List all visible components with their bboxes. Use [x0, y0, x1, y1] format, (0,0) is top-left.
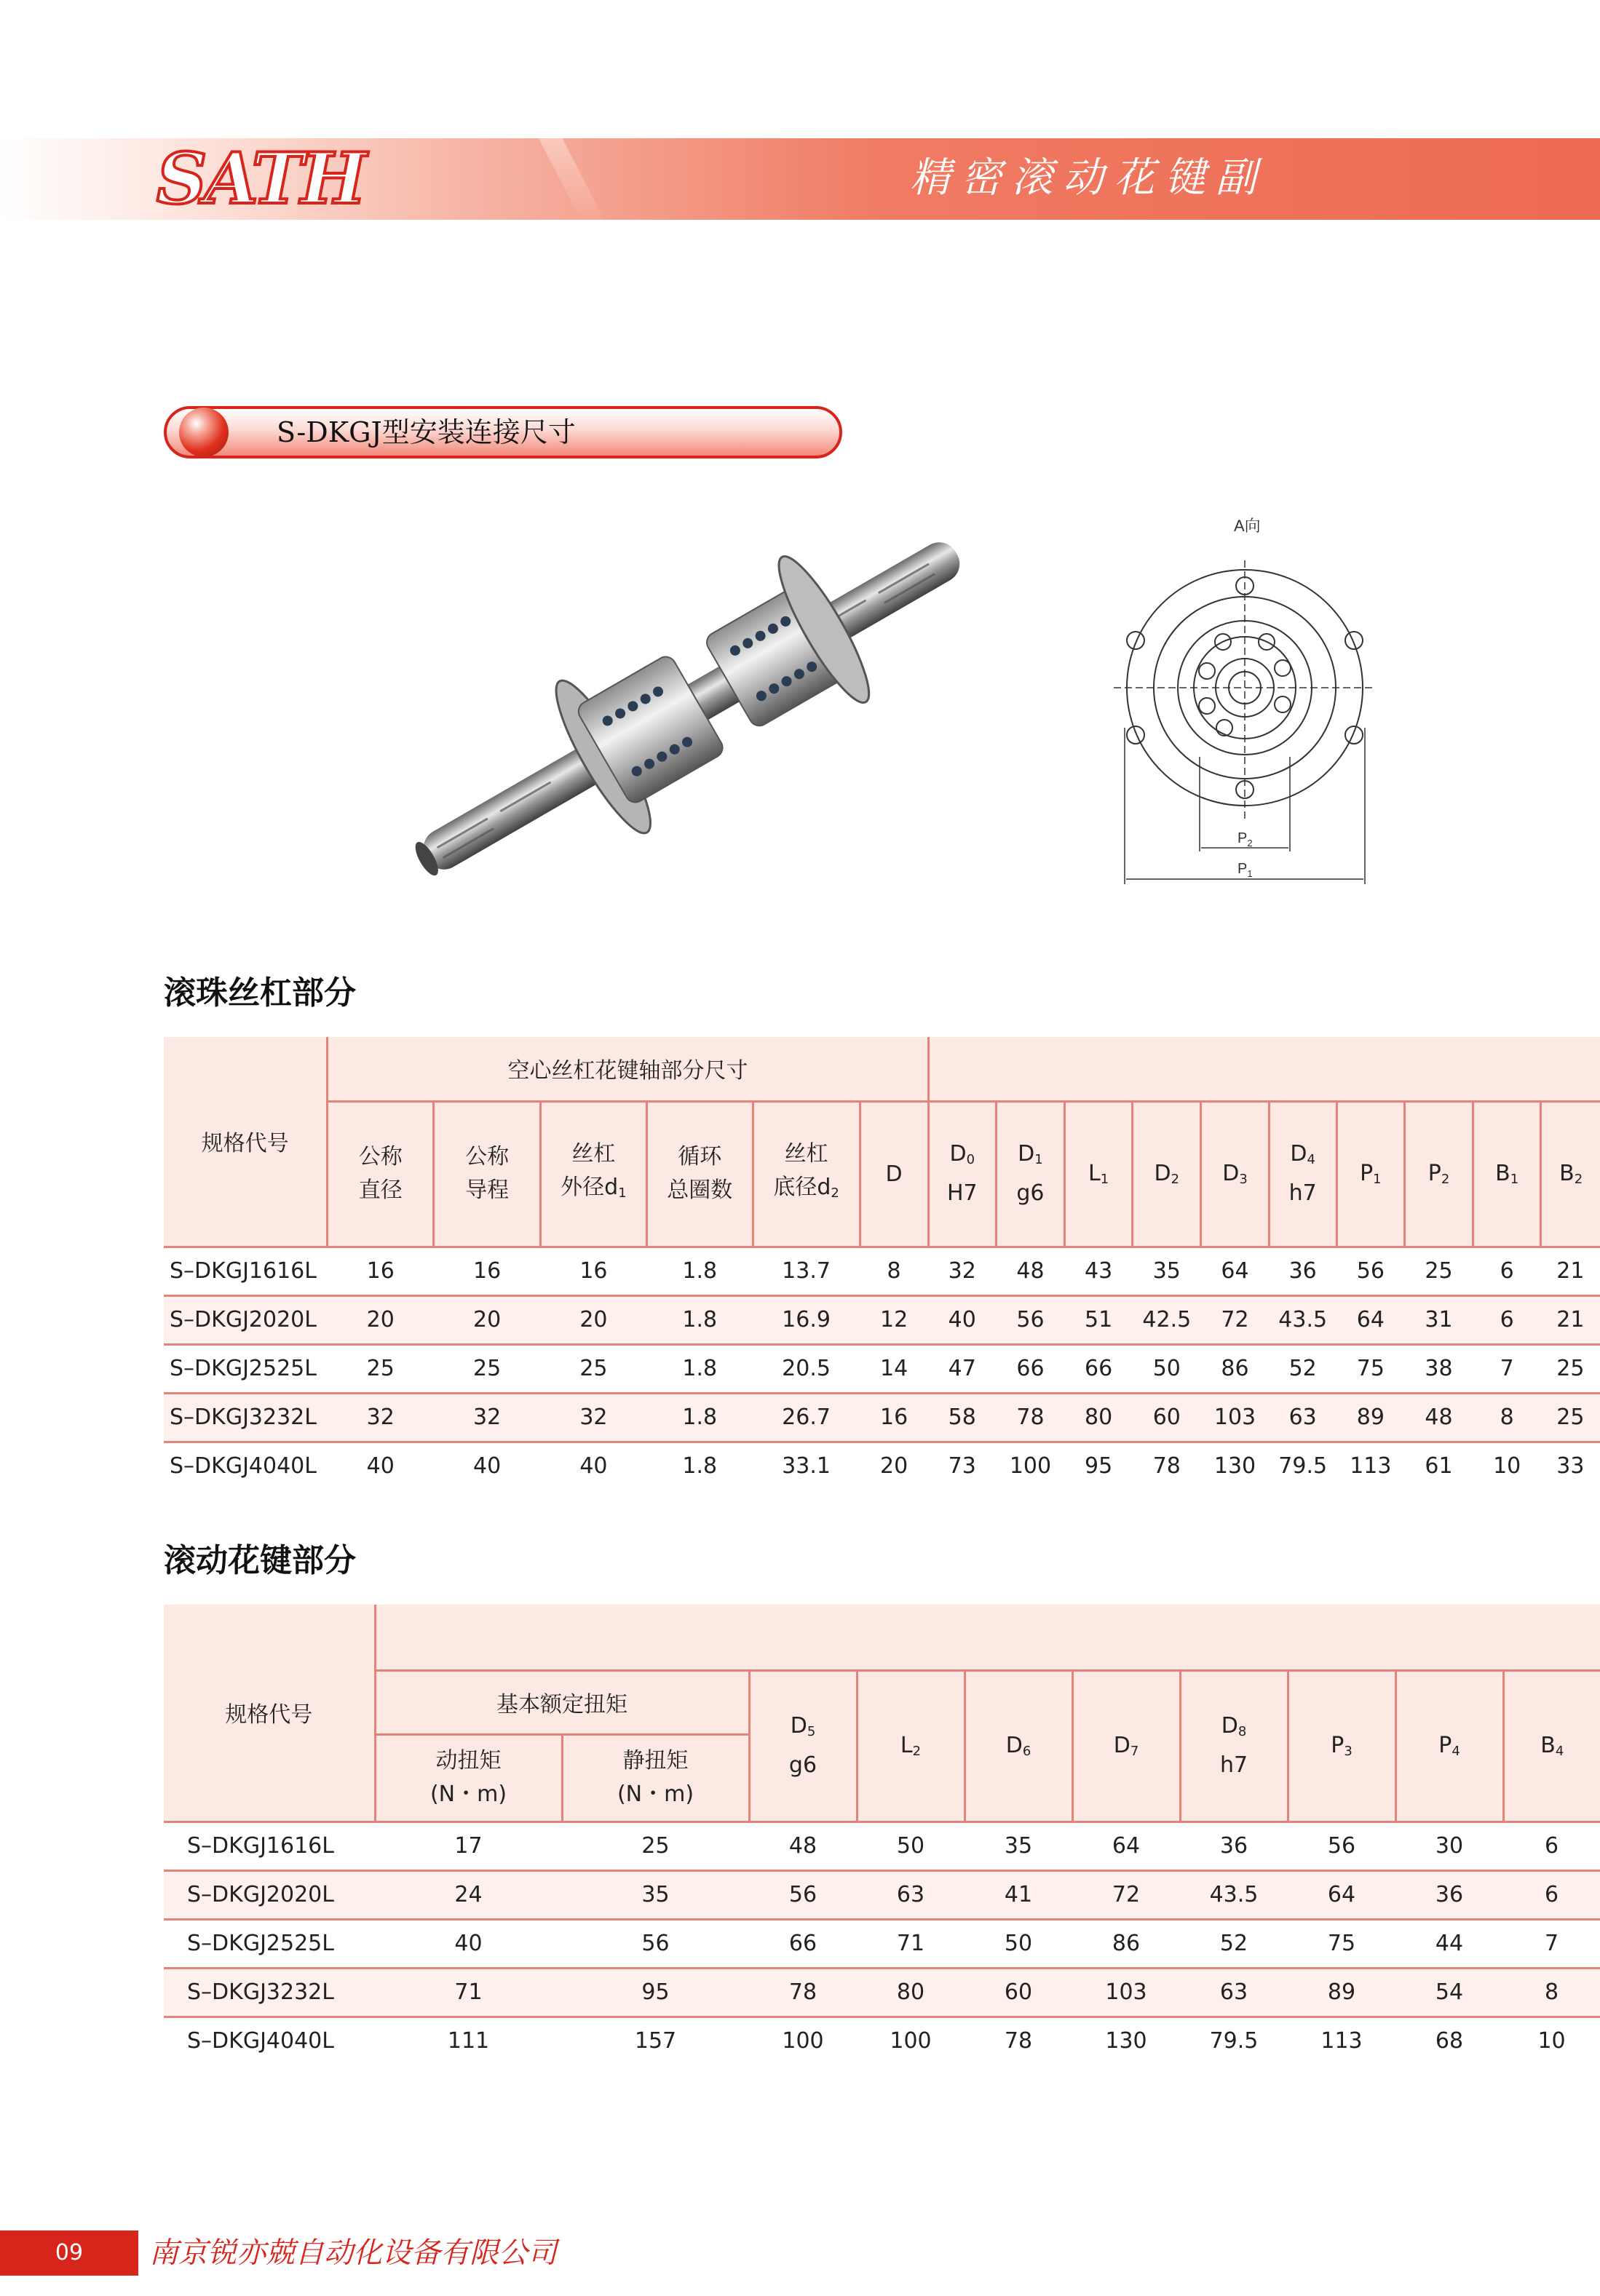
- value-cell: 10: [1503, 2017, 1600, 2065]
- value-cell: 7: [1473, 1344, 1541, 1393]
- value-cell: 16.9: [753, 1295, 860, 1344]
- value-cell: 64: [1336, 1295, 1404, 1344]
- value-cell: 75: [1336, 1344, 1404, 1393]
- value-cell: 44: [1395, 1919, 1503, 1968]
- value-cell: 52: [1269, 1344, 1336, 1393]
- brand-logo: SATH: [157, 138, 364, 220]
- value-cell: 40: [434, 1442, 541, 1490]
- value-cell: 10: [1473, 1442, 1541, 1490]
- value-cell: 8: [1503, 1968, 1600, 2017]
- spec-code-cell: S–DKGJ1616L: [164, 1247, 328, 1295]
- value-cell: 60: [1133, 1393, 1201, 1442]
- value-cell: 36: [1269, 1247, 1336, 1295]
- ballscrew-table: [164, 1037, 1600, 1490]
- col-d8: $D_8$ h7: [1180, 1670, 1288, 1822]
- section-title: S-DKGJ型安装连接尺寸: [277, 416, 576, 448]
- value-cell: 25: [1541, 1393, 1600, 1442]
- value-cell: 25: [328, 1344, 434, 1393]
- value-cell: 100: [857, 2017, 965, 2065]
- value-cell: 25: [1541, 1344, 1600, 1393]
- col-circuits: 循环 总圈数: [646, 1101, 753, 1247]
- value-cell: 64: [1072, 1822, 1180, 1870]
- value-cell: 24: [375, 1870, 562, 1919]
- p1-label: P: [1237, 861, 1248, 877]
- value-cell: 73: [928, 1442, 996, 1490]
- value-cell: 66: [749, 1919, 857, 1968]
- value-cell: 86: [1072, 1919, 1180, 1968]
- torque-header: 基本额定扭矩: [375, 1670, 749, 1734]
- value-cell: 16: [541, 1247, 647, 1295]
- value-cell: 20: [328, 1295, 434, 1344]
- value-cell: 8: [1473, 1393, 1541, 1442]
- value-cell: 20: [860, 1442, 928, 1490]
- value-cell: 95: [1065, 1442, 1133, 1490]
- flange-drawing-view-a: [1092, 509, 1398, 902]
- header-cell: [375, 1605, 1600, 1670]
- value-cell: 157: [562, 2017, 749, 2065]
- col-dynamic-torque: 动扭矩 (N・m): [375, 1734, 562, 1822]
- value-cell: 78: [965, 2017, 1072, 2065]
- value-cell: 33: [1541, 1442, 1600, 1490]
- col-d4: $D_4$ h7: [1269, 1101, 1336, 1247]
- value-cell: 36: [1180, 1822, 1288, 1870]
- p2-label: P: [1237, 830, 1248, 846]
- value-cell: 48: [1404, 1393, 1473, 1442]
- value-cell: 17: [375, 1822, 562, 1870]
- value-cell: 35: [965, 1822, 1072, 1870]
- spec-header: 规格代号: [164, 1605, 375, 1822]
- value-cell: 50: [857, 1822, 965, 1870]
- value-cell: 40: [328, 1442, 434, 1490]
- value-cell: 43: [1065, 1247, 1133, 1295]
- col-p2: $P_2$: [1404, 1101, 1473, 1247]
- value-cell: 35: [1133, 1247, 1201, 1295]
- value-cell: 43.5: [1269, 1295, 1336, 1344]
- value-cell: 100: [996, 1442, 1064, 1490]
- value-cell: 64: [1288, 1870, 1395, 1919]
- table-row: [164, 1344, 1600, 1393]
- spec-code-cell: S–DKGJ4040L: [164, 2017, 375, 2065]
- col-b1: $B_1$: [1473, 1101, 1541, 1247]
- value-cell: 56: [749, 1870, 857, 1919]
- value-cell: 12: [860, 1295, 928, 1344]
- value-cell: 80: [1065, 1393, 1133, 1442]
- value-cell: 51: [1065, 1295, 1133, 1344]
- value-cell: 50: [965, 1919, 1072, 1968]
- value-cell: 86: [1201, 1344, 1269, 1393]
- value-cell: 16: [860, 1393, 928, 1442]
- value-cell: 47: [928, 1344, 996, 1393]
- value-cell: 21: [1541, 1295, 1600, 1344]
- value-cell: 21: [1541, 1247, 1600, 1295]
- value-cell: 40: [541, 1442, 647, 1490]
- table-row: [164, 1442, 1600, 1490]
- value-cell: 130: [1201, 1442, 1269, 1490]
- value-cell: 14: [860, 1344, 928, 1393]
- value-cell: 63: [1180, 1968, 1288, 2017]
- spec-code-cell: S–DKGJ2525L: [164, 1919, 375, 1968]
- spline-heading: 滚动花键部分: [164, 1542, 356, 1579]
- col-nominal-dia: 公称 直径: [328, 1101, 434, 1247]
- value-cell: 32: [928, 1247, 996, 1295]
- value-cell: 60: [965, 1968, 1072, 2017]
- value-cell: 20: [434, 1295, 541, 1344]
- value-cell: 66: [1065, 1344, 1133, 1393]
- col-b2: $B_2$: [1541, 1101, 1600, 1247]
- value-cell: 31: [1404, 1295, 1473, 1344]
- value-cell: 1.8: [646, 1393, 753, 1442]
- value-cell: 1.8: [646, 1247, 753, 1295]
- value-cell: 56: [1288, 1822, 1395, 1870]
- company-name: 南京锐亦兢自动化设备有限公司: [149, 2236, 557, 2270]
- value-cell: 32: [434, 1393, 541, 1442]
- spec-header: 规格代号: [164, 1037, 328, 1247]
- col-d1: $D_1$ g6: [996, 1101, 1064, 1247]
- value-cell: 8: [860, 1247, 928, 1295]
- spec-code-cell: S–DKGJ2020L: [164, 1295, 328, 1344]
- value-cell: 80: [857, 1968, 965, 2017]
- table-row: [164, 1247, 1600, 1295]
- value-cell: 89: [1288, 1968, 1395, 2017]
- value-cell: 103: [1201, 1393, 1269, 1442]
- table-row: [164, 1295, 1600, 1344]
- spline-table: [164, 1605, 1600, 2065]
- value-cell: 6: [1473, 1295, 1541, 1344]
- view-label: A向: [1234, 517, 1261, 535]
- value-cell: 113: [1336, 1442, 1404, 1490]
- value-cell: 56: [562, 1919, 749, 1968]
- value-cell: 20: [541, 1295, 647, 1344]
- value-cell: 78: [1133, 1442, 1201, 1490]
- value-cell: 71: [375, 1968, 562, 2017]
- col-screw-od: 丝杠 外径$d_1$: [541, 1101, 647, 1247]
- value-cell: 38: [1404, 1344, 1473, 1393]
- value-cell: 103: [1072, 1968, 1180, 2017]
- value-cell: 50: [1133, 1344, 1201, 1393]
- col-l1: $L_1$: [1065, 1101, 1133, 1247]
- value-cell: 56: [996, 1295, 1064, 1344]
- header-cell: [928, 1037, 1600, 1101]
- value-cell: 20.5: [753, 1344, 860, 1393]
- spec-code-cell: S–DKGJ3232L: [164, 1968, 375, 2017]
- value-cell: 1.8: [646, 1442, 753, 1490]
- value-cell: 78: [749, 1968, 857, 2017]
- group-header: 空心丝杠花键轴部分尺寸: [328, 1037, 928, 1101]
- value-cell: 71: [857, 1919, 965, 1968]
- value-cell: 41: [965, 1870, 1072, 1919]
- value-cell: 72: [1072, 1870, 1180, 1919]
- value-cell: 66: [996, 1344, 1064, 1393]
- value-cell: 111: [375, 2017, 562, 2065]
- table-row: [164, 1870, 1600, 1919]
- value-cell: 7: [1503, 1919, 1600, 1968]
- value-cell: 68: [1395, 2017, 1503, 2065]
- spec-code-cell: S–DKGJ2525L: [164, 1344, 328, 1393]
- table-row: [164, 1822, 1600, 1870]
- col-d3: $D_3$: [1201, 1101, 1269, 1247]
- ballscrew-spline-photo: [379, 488, 1005, 924]
- col-root-dia: 丝杠 底径$d_2$: [753, 1101, 860, 1247]
- value-cell: 26.7: [753, 1393, 860, 1442]
- value-cell: 30: [1395, 1822, 1503, 1870]
- value-cell: 58: [928, 1393, 996, 1442]
- col-nominal-lead: 公称 导程: [434, 1101, 541, 1247]
- value-cell: 36: [1395, 1870, 1503, 1919]
- col-d0: $D_0$ H7: [928, 1101, 996, 1247]
- value-cell: 32: [541, 1393, 647, 1442]
- col-l2: $L_2$: [857, 1670, 965, 1822]
- col-d5: $D_5$ g6: [749, 1670, 857, 1822]
- value-cell: 89: [1336, 1393, 1404, 1442]
- value-cell: 61: [1404, 1442, 1473, 1490]
- bullet-ball-icon: [179, 408, 229, 457]
- value-cell: 113: [1288, 2017, 1395, 2065]
- value-cell: 6: [1503, 1822, 1600, 1870]
- value-cell: 25: [434, 1344, 541, 1393]
- value-cell: 25: [541, 1344, 647, 1393]
- value-cell: 35: [562, 1870, 749, 1919]
- ballscrew-heading: 滚珠丝杠部分: [164, 974, 356, 1012]
- table-row: [164, 1919, 1600, 1968]
- value-cell: 13.7: [753, 1247, 860, 1295]
- value-cell: 52: [1180, 1919, 1288, 1968]
- svg-text:P2: $P_2$: [1237, 830, 1253, 849]
- value-cell: 1.8: [646, 1344, 753, 1393]
- spec-code-cell: S–DKGJ2020L: [164, 1870, 375, 1919]
- col-static-torque: 静扭矩 (N・m): [562, 1734, 749, 1822]
- value-cell: 100: [749, 2017, 857, 2065]
- col-d7: $D_7$: [1072, 1670, 1180, 1822]
- col-b4: $B_4$: [1503, 1670, 1600, 1822]
- value-cell: 48: [996, 1247, 1064, 1295]
- value-cell: 78: [996, 1393, 1064, 1442]
- value-cell: 54: [1395, 1968, 1503, 2017]
- col-d2: $D_2$: [1133, 1101, 1201, 1247]
- value-cell: 6: [1473, 1247, 1541, 1295]
- col-p3: $P_3$: [1288, 1670, 1395, 1822]
- value-cell: 42.5: [1133, 1295, 1201, 1344]
- spec-code-cell: S–DKGJ4040L: [164, 1442, 328, 1490]
- col-d: D: [860, 1101, 928, 1247]
- value-cell: 43.5: [1180, 1870, 1288, 1919]
- value-cell: 32: [328, 1393, 434, 1442]
- value-cell: 63: [1269, 1393, 1336, 1442]
- value-cell: 40: [928, 1295, 996, 1344]
- col-p1: $P_1$: [1336, 1101, 1404, 1247]
- value-cell: 75: [1288, 1919, 1395, 1968]
- spec-code-cell: S–DKGJ3232L: [164, 1393, 328, 1442]
- value-cell: 64: [1201, 1247, 1269, 1295]
- value-cell: 79.5: [1180, 2017, 1288, 2065]
- col-p4: $P_4$: [1395, 1670, 1503, 1822]
- col-d6: $D_6$: [965, 1670, 1072, 1822]
- value-cell: 48: [749, 1822, 857, 1870]
- value-cell: 72: [1201, 1295, 1269, 1344]
- value-cell: 33.1: [753, 1442, 860, 1490]
- value-cell: 56: [1336, 1247, 1404, 1295]
- value-cell: 40: [375, 1919, 562, 1968]
- value-cell: 6: [1503, 1870, 1600, 1919]
- value-cell: 95: [562, 1968, 749, 2017]
- value-cell: 16: [328, 1247, 434, 1295]
- value-cell: 1.8: [646, 1295, 753, 1344]
- page-number: 09: [55, 2240, 84, 2265]
- value-cell: 63: [857, 1870, 965, 1919]
- table-row: [164, 2017, 1600, 2065]
- value-cell: 130: [1072, 2017, 1180, 2065]
- svg-text:P1: $P_1$: [1237, 861, 1253, 879]
- table-row: [164, 1968, 1600, 2017]
- value-cell: 16: [434, 1247, 541, 1295]
- page-title: 精密滚动花键副: [910, 154, 1267, 202]
- table-row: [164, 1393, 1600, 1442]
- value-cell: 25: [1404, 1247, 1473, 1295]
- value-cell: 79.5: [1269, 1442, 1336, 1490]
- spec-code-cell: S–DKGJ1616L: [164, 1822, 375, 1870]
- value-cell: 25: [562, 1822, 749, 1870]
